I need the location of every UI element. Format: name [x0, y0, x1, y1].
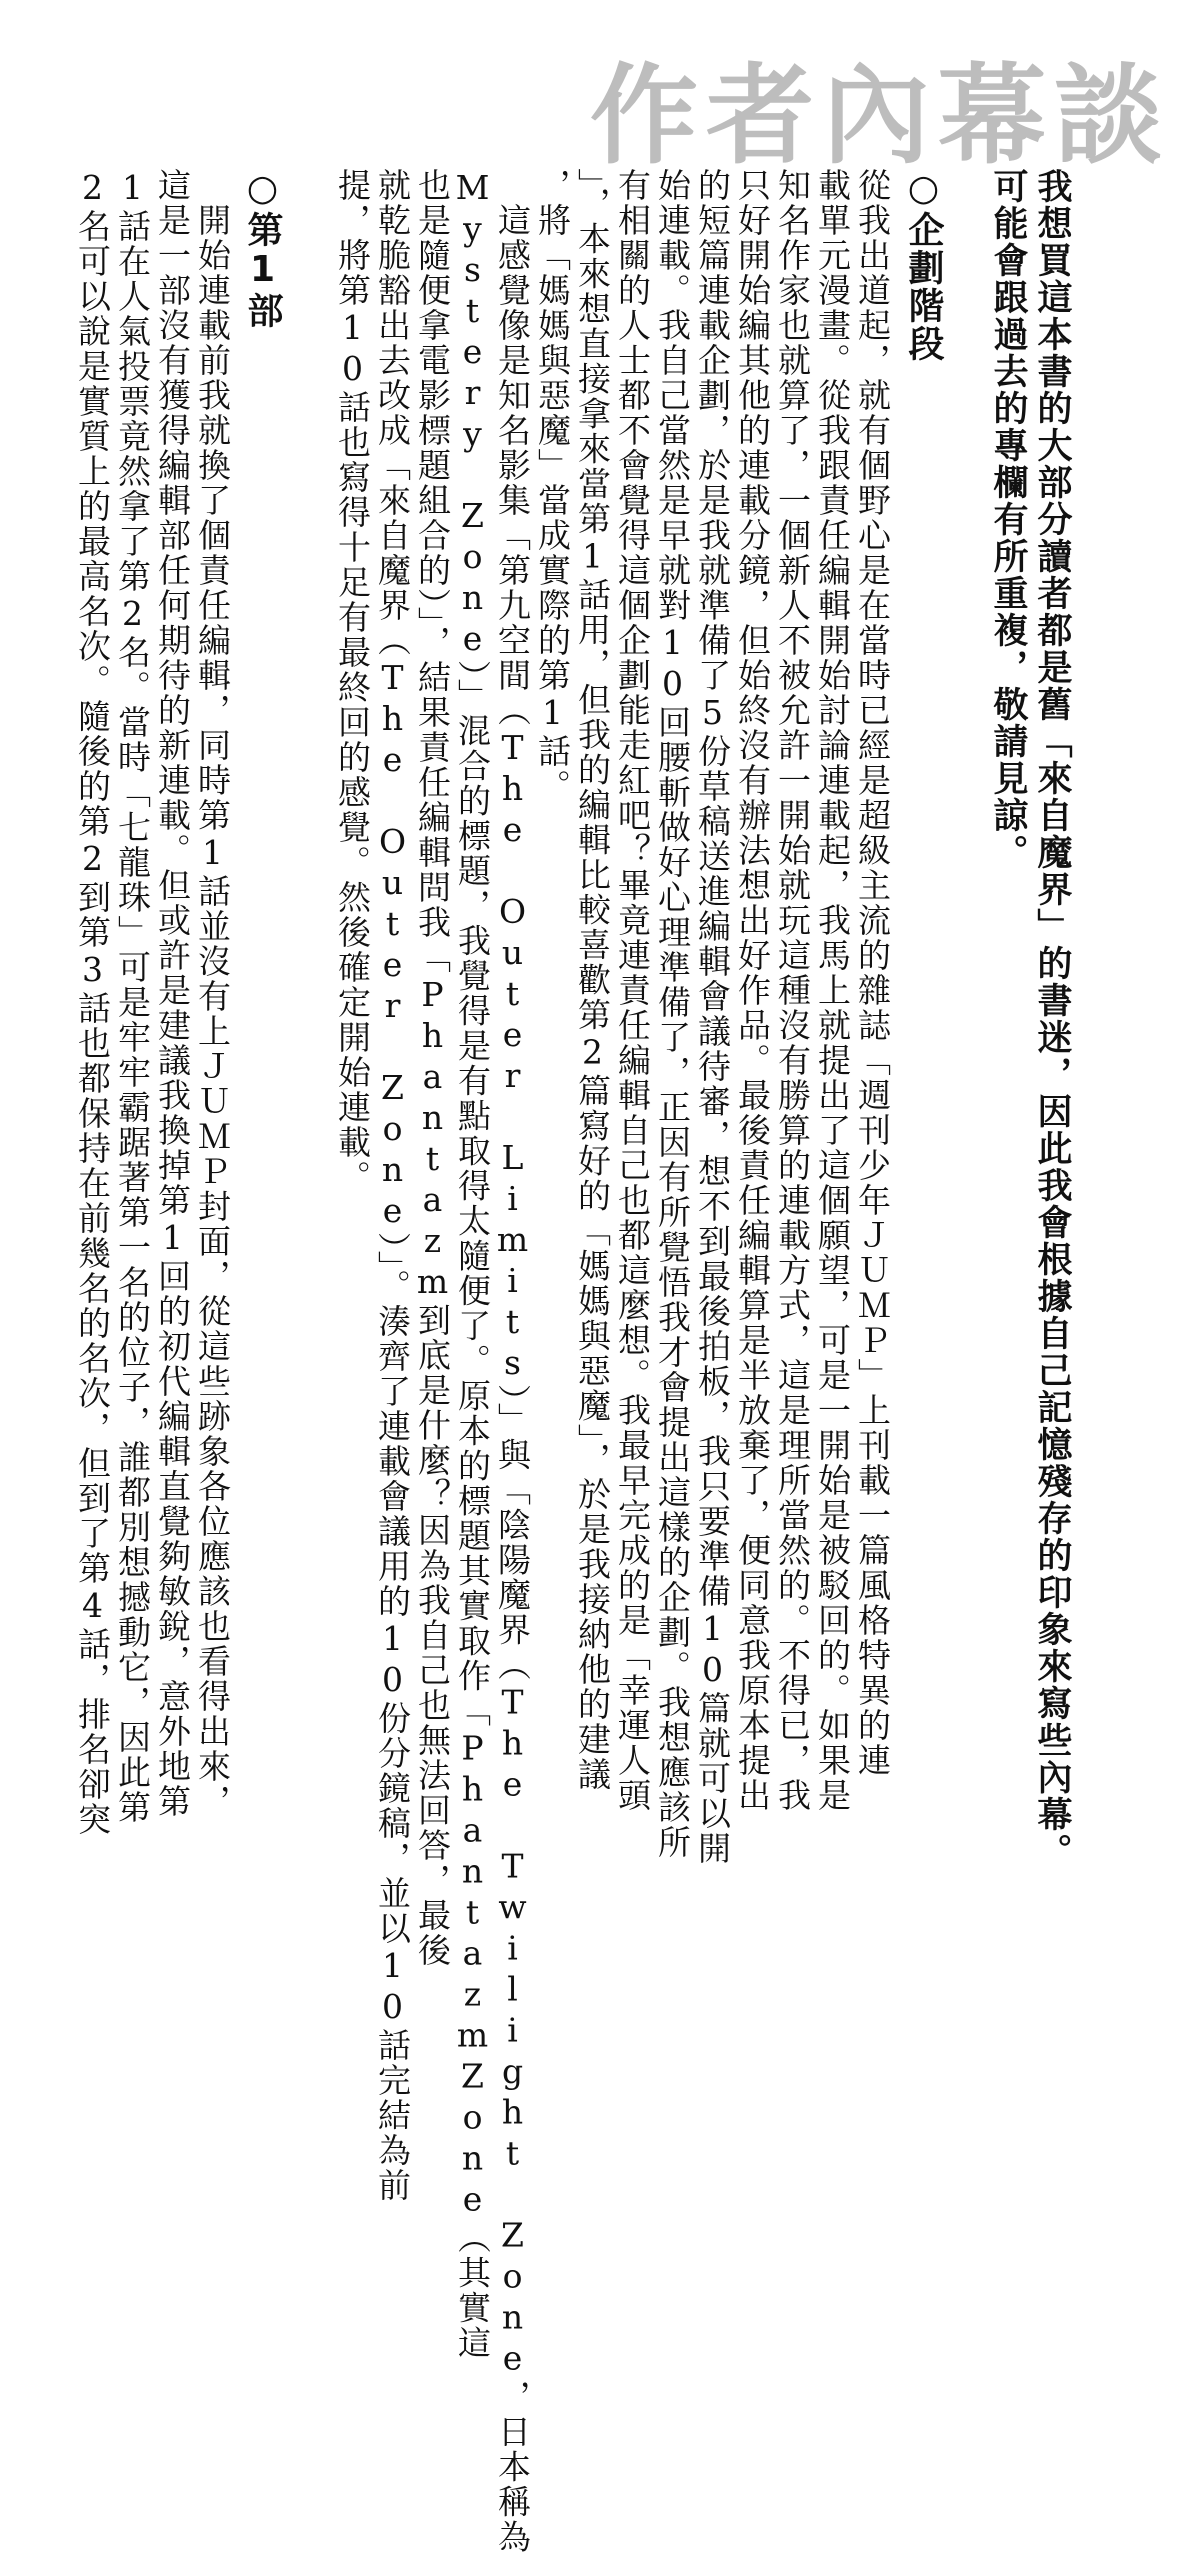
text-line: 」，本來想直接拿來當第1話用，但我的編輯比較喜歡第2篇寫好的「媽媽與惡魔」，於是我接納他的建議: [573, 168, 612, 1792]
text-line: 知名作家也就算了，一個新人不被允許一開始就玩這種沒有勝算的連載方式，這是理所當然的。不得已，我: [773, 168, 812, 1813]
text-line: 有相關的人士都不會覺得這個企劃能走紅吧？畢竟連責任編輯自己也都這麼想。我最早完成的是「幸運人頭: [613, 168, 652, 1813]
text-line: 也是隨便拿電影標題組合的）」，結果責任編輯問我「Phantazm到底是什麼？因為我自己也無法回答，最後: [413, 168, 452, 1968]
text-line: 就乾脆豁出去改成「來自魔界（The Outer Zone）」。湊齊了連載會議用的10份分鏡稿，並以10話完結為前: [373, 168, 412, 2203]
text-line: 從我出道起，就有個野心是在當時已經是超級主流的雜誌「週刊少年ＪＵＭＰ」上刊載一篇風格特異的連: [853, 168, 892, 1778]
text-line: ，將「媽媽與惡魔」當成實際的第1話。: [533, 168, 572, 804]
text-line: 只好開始編其他的連載分鏡，但始終沒有辦法想出好作品。最後責任編輯算是半放棄了，便同意我原本提出: [733, 168, 772, 1813]
text-line: 始連載。我自己當然是早就對10回腰斬做好心理準備了，正因有所覺悟我才會提出這樣的企劃。我想應該所: [653, 168, 692, 1860]
text-line: 提，將第10話也寫得十足有最終回的感覺。然後確定開始連載。: [333, 168, 372, 1195]
text-line: Mystery Zone）」混合的標題，我覺得是有點取得太隨便了。原本的標題其實取作「PhantazmZone（其實這: [453, 168, 492, 2361]
intro-line: 可能會跟過去的專欄有所重複，敬請見諒。: [988, 168, 1028, 871]
section-heading: ○第1部: [242, 168, 283, 330]
text-line: 開始連載前我就換了個責任編輯，同時第1話並沒有上ＪＵＭＰ封面，從這些跡象各位應該也看得出來，: [193, 168, 232, 1819]
text-line: 這感覺像是知名影集「第九空間（The Outer Limits）」與「陰陽魔界（The Twilight Zone，日本稱為: [493, 168, 532, 2555]
section-heading: ○企劃階段: [903, 168, 944, 363]
page-title: 作者內幕談: [589, 53, 1170, 179]
text-line: 的短篇連載企劃，於是我就準備了5份草稿送進編輯會議待審，想不到最後拍板，我只要準備10篇就可以開: [693, 168, 732, 1866]
text-line: 這是一部沒有獲得編輯部任何期待的新連載。但或許是建議我換掉第1回的初代編輯直覺夠敏銳，意外地第: [153, 168, 192, 1819]
text-line: 1話在人氣投票竟然拿了第2名。當時「七龍珠」可是牢牢霸踞著第一名的位子，誰都別想撼動它，因此第: [113, 168, 152, 1825]
intro-line: 我想買這本書的大部分讀者都是舊「來自魔界」的書迷，因此我會根據自己記憶殘存的印象來寫些內幕。: [1032, 168, 1072, 1870]
text-line: 載單元漫畫。從我跟責任編輯開始討論連載起，我馬上就提出了這個願望，可是一開始是被駁回的。如果是: [813, 168, 852, 1813]
text-line: 2名可以說是實質上的最高名次。隨後的第2到第3話也都保持在前幾名的名次，但到了第4話，排名卻突: [73, 168, 112, 1837]
